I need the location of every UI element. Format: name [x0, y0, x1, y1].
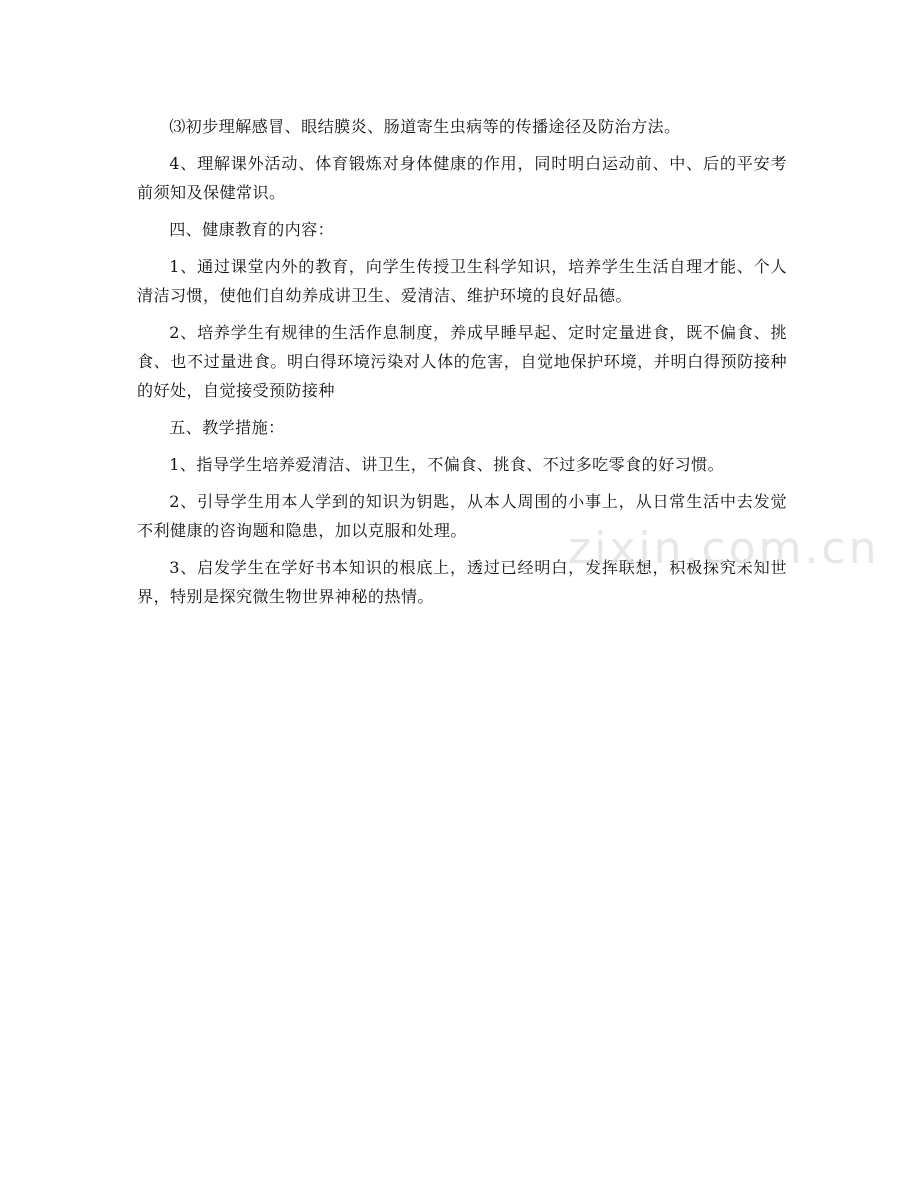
- paragraph-good-habits: 1、指导学生培养爱清洁、讲卫生，不偏食、挑食、不过多吃零食的好习惯。: [169, 455, 725, 474]
- section-heading-measures: 五、教学措施：: [169, 418, 285, 437]
- paragraph-exercise-health: 4、理解课外活动、体育锻炼对身体健康的作用，同时明白运动前、中、后的平安考前须知及保健常识。: [137, 154, 787, 202]
- paragraph-explore-world: 3、启发学生在学好书本知识的根底上，透过已经明白，发挥联想，积极探究未知世界，特别是探究微生物世界神秘的热情。: [137, 558, 787, 606]
- watermark-logo: zixin.com.cn: [568, 523, 880, 574]
- paragraph-discover-problems: 2、引导学生用本人学到的知识为钥匙，从本人周围的小事上，从日常生活中去发觉不利健康的咨询题和隐患，加以克服和处理。: [137, 492, 787, 540]
- section-heading-content: 四、健康教育的内容：: [169, 220, 335, 239]
- paragraph-daily-routine: 2、培养学生有规律的生活作息制度，养成早睡早起、定时定量进食，既不偏食、挑食、也不过量进食。明白得环境污染对人体的危害，自觉地保护环境，并明白得预防接种的好处，自觉接受预防接种: [137, 323, 787, 400]
- paragraph-hygiene-knowledge: 1、通过课堂内外的教育，向学生传授卫生科学知识，培养学生生活自理才能、个人清洁习惯，使他们自幼养成讲卫生、爱清洁、维护环境的良好品德。: [137, 257, 787, 305]
- paragraph-prevention-methods: ⑶初步理解感冒、眼结膜炎、肠道寄生虫病等的传播途径及防治方法。: [169, 117, 681, 136]
